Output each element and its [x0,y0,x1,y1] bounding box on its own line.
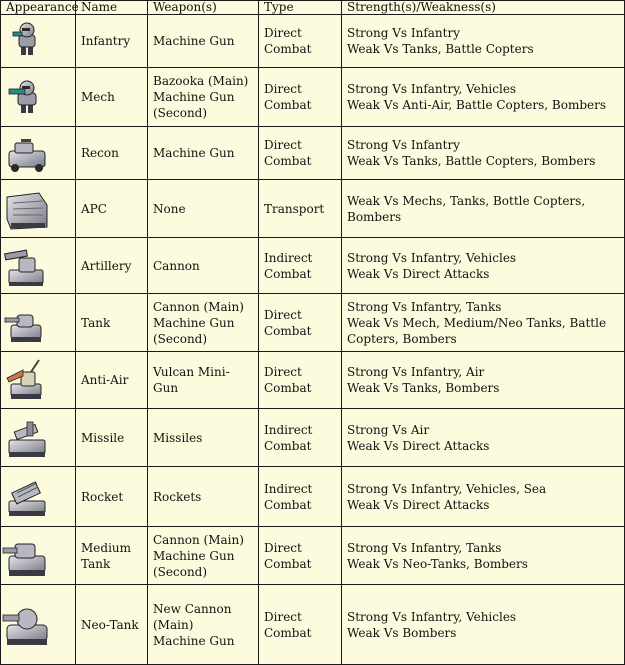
unit-weapons: New Cannon (Main) Machine Gun [148,585,259,665]
appearance-cell [1,15,76,68]
table-row [1,127,625,180]
unit-type: Indirect Combat [259,409,342,467]
mech-sprite-icon [1,71,53,123]
unit-type: Indirect Combat [259,467,342,527]
appearance-cell [1,409,76,467]
unit-weapons: Machine Gun [148,127,259,180]
anti-air-sprite-icon [1,354,53,406]
infantry-sprite-icon [1,15,53,67]
unit-name: Anti-Air [76,352,148,409]
unit-weapons: Bazooka (Main) Machine Gun (Second) [148,68,259,127]
table-row [1,15,625,68]
header-appearance: Appearance [1,1,76,15]
tank-sprite-icon [1,297,53,349]
apc-sprite-icon [1,183,53,235]
unit-name: Mech [76,68,148,127]
unit-strength: Strong Vs Infantry, Vehicles, Sea Weak Vs Direct Attacks [342,467,625,527]
unit-type: Direct Combat [259,15,342,68]
unit-type: Direct Combat [259,294,342,352]
unit-strength: Strong Vs Infantry, Air Weak Vs Tanks, Bombers [342,352,625,409]
artillery-sprite-icon [1,240,53,292]
table-row [1,467,625,527]
table-row [1,68,625,127]
recon-sprite-icon [1,127,53,179]
appearance-cell [1,294,76,352]
unit-type: Direct Combat [259,585,342,665]
unit-name: Medium Tank [76,527,148,585]
unit-type: Direct Combat [259,527,342,585]
unit-weapons: Vulcan Mini-Gun [148,352,259,409]
unit-type: Transport [259,180,342,238]
unit-strength: Strong Vs Infantry, Vehicles Weak Vs Bombers [342,585,625,665]
unit-name: Infantry [76,15,148,68]
unit-strength: Strong Vs Air Weak Vs Direct Attacks [342,409,625,467]
unit-strength: Strong Vs Infantry, Vehicles Weak Vs Direct Attacks [342,238,625,294]
header-row [1,1,625,15]
header-name: Name [76,1,148,15]
appearance-cell [1,352,76,409]
appearance-cell [1,238,76,294]
unit-name: Artillery [76,238,148,294]
unit-strength: Strong Vs Infantry, Vehicles Weak Vs Anti-Air, Battle Copters, Bombers [342,68,625,127]
unit-name: Neo-Tank [76,585,148,665]
table-row [1,409,625,467]
unit-strength: Strong Vs Infantry Weak Vs Tanks, Battle Copters [342,15,625,68]
unit-type: Direct Combat [259,68,342,127]
rocket-sprite-icon [1,471,53,523]
table-row [1,294,625,352]
unit-weapons: Cannon [148,238,259,294]
unit-weapons: Machine Gun [148,15,259,68]
unit-name: Recon [76,127,148,180]
unit-name: Rocket [76,467,148,527]
unit-weapons: Missiles [148,409,259,467]
medium-tank-sprite-icon [1,530,53,582]
table-row [1,585,625,665]
missile-sprite-icon [1,412,53,464]
appearance-cell [1,527,76,585]
unit-weapons: Rockets [148,467,259,527]
unit-name: Tank [76,294,148,352]
unit-weapons: None [148,180,259,238]
unit-name: Missile [76,409,148,467]
unit-type: Direct Combat [259,352,342,409]
unit-weapons: Cannon (Main) Machine Gun (Second) [148,527,259,585]
table-row [1,527,625,585]
unit-strength: Strong Vs Infantry Weak Vs Tanks, Battle Copters, Bombers [342,127,625,180]
appearance-cell [1,467,76,527]
unit-type: Direct Combat [259,127,342,180]
table-row [1,352,625,409]
unit-strength: Strong Vs Infantry, Tanks Weak Vs Mech, Medium/Neo Tanks, Battle Copters, Bombers [342,294,625,352]
unit-strength: Strong Vs Infantry, Tanks Weak Vs Neo-Tanks, Bombers [342,527,625,585]
unit-type: Indirect Combat [259,238,342,294]
header-strength: Strength(s)/Weakness(s) [342,1,625,15]
appearance-cell [1,585,76,665]
unit-weapons: Cannon (Main) Machine Gun (Second) [148,294,259,352]
header-type: Type [259,1,342,15]
header-weapons: Weapon(s) [148,1,259,15]
appearance-cell [1,127,76,180]
appearance-cell [1,180,76,238]
table-row [1,238,625,294]
table-row [1,180,625,238]
unit-name: APC [76,180,148,238]
appearance-cell [1,68,76,127]
unit-strength: Weak Vs Mechs, Tanks, Bottle Copters, Bombers [342,180,625,238]
